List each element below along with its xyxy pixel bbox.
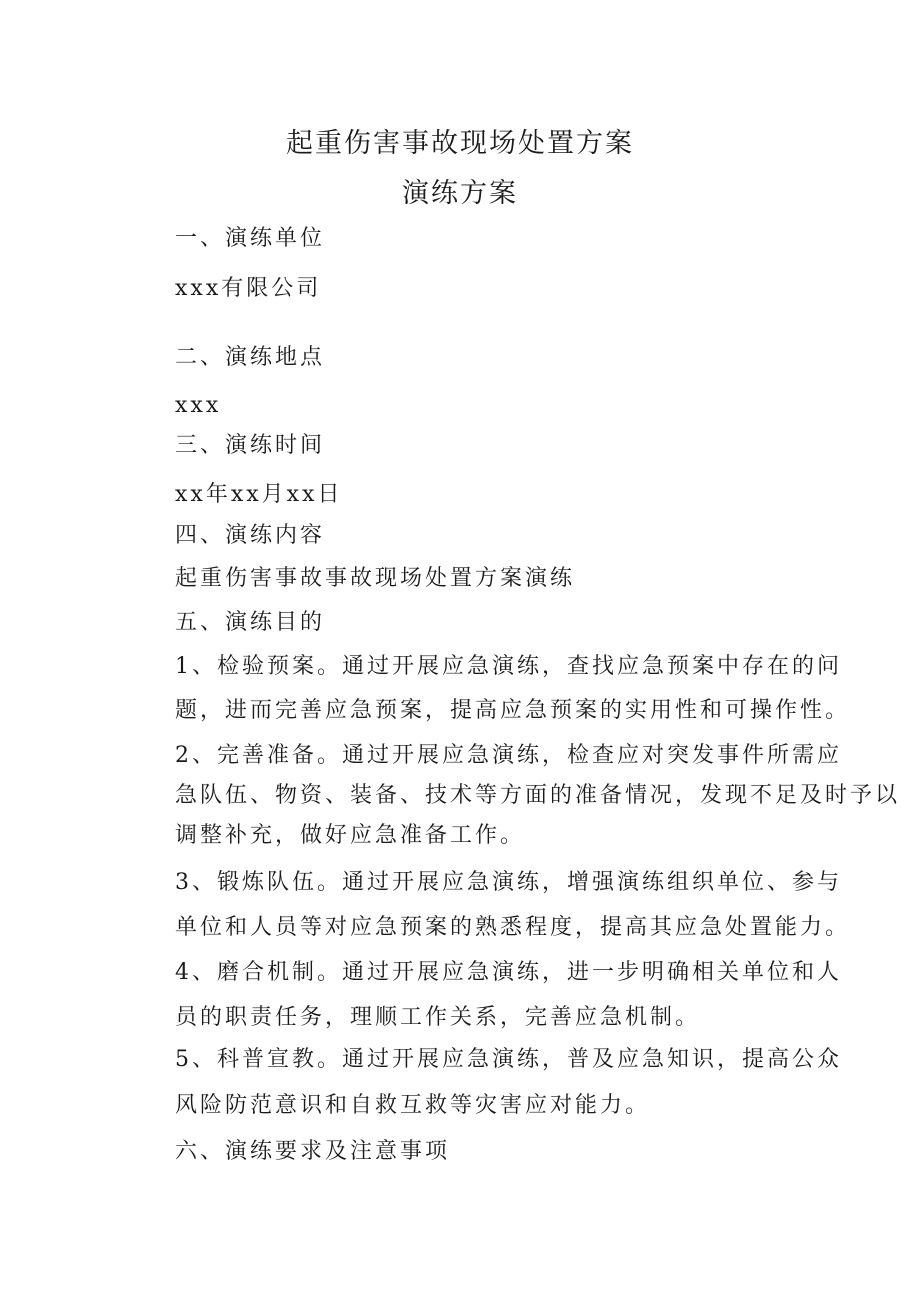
purpose-2-line-1: 2、完善准备。通过开展应急演练，检查应对突发事件所需应 — [175, 743, 842, 768]
section-body-content: 起重伤害事故事故现场处置方案演练 — [175, 566, 576, 591]
purpose-5-line-2: 风险防范意识和自救互救等灾害应对能力。 — [175, 1093, 651, 1118]
document-title: 起重伤害事故现场处置方案 — [286, 128, 634, 159]
purpose-2-line-2: 急队伍、物资、装备、技术等方面的准备情况，发现不足及时予以 — [175, 783, 901, 808]
purpose-paragraph-5 — [175, 1040, 842, 1126]
section-heading-unit: 一、演练单位 — [175, 226, 326, 251]
purpose-4-line-1: 4、磨合机制。通过开展应急演练，进一步明确相关单位和人 — [175, 960, 842, 985]
purpose-paragraph-4 — [175, 953, 842, 1038]
purpose-4-line-2: 员的职责任务，理顺工作关系，完善应急机制。 — [175, 1005, 701, 1030]
section-heading-time: 三、演练时间 — [175, 433, 326, 458]
purpose-5-line-1: 5、科普宣教。通过开展应急演练，普及应急知识，提高公众 — [175, 1047, 842, 1072]
section-body-unit: xxx有限公司 — [175, 276, 322, 301]
purpose-paragraph-2 — [175, 736, 901, 856]
purpose-3-line-2: 单位和人员等对应急预案的熟悉程度，提高其应急处置能力。 — [175, 915, 851, 940]
section-body-time: xx年xx月xx日 — [175, 482, 343, 507]
purpose-paragraph-3 — [175, 863, 851, 948]
section-heading-requirements: 六、演练要求及注意事项 — [175, 1139, 451, 1164]
purpose-1-line-2: 题，进而完善应急预案，提高应急预案的实用性和可操作性。 — [175, 698, 851, 723]
purpose-2-line-3: 调整补充，做好应急准备工作。 — [175, 823, 526, 848]
section-heading-location: 二、演练地点 — [175, 345, 326, 370]
document-subtitle: 演练方案 — [402, 178, 518, 209]
purpose-3-line-1: 3、锻炼队伍。通过开展应急演练，增强演练组织单位、参与 — [175, 870, 842, 895]
section-body-location: xxx — [175, 393, 222, 418]
section-heading-content: 四、演练内容 — [175, 523, 326, 548]
purpose-paragraph-1 — [175, 647, 851, 731]
purpose-1-line-1: 1、检验预案。通过开展应急演练，查找应急预案中存在的问 — [175, 654, 842, 679]
section-heading-purpose: 五、演练目的 — [175, 610, 326, 635]
